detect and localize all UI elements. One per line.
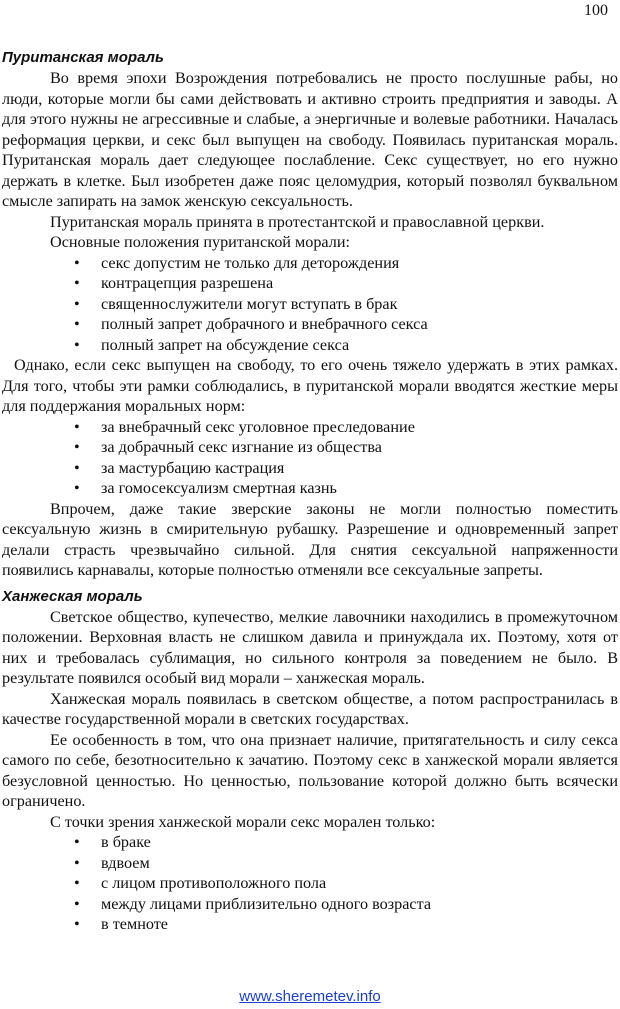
list-item-text: полный запрет добрачного и внебрачного секса	[101, 315, 428, 333]
list-item-text: за гомосексуализм смертная казнь	[101, 479, 337, 497]
list-item	[2, 853, 618, 874]
bullet-list-hypocritical-conditions	[2, 832, 618, 935]
paragraph: Основные положения пуританской морали:	[50, 233, 350, 251]
bullet-list-puritan-measures	[2, 417, 618, 499]
list-item-text: между лицами приблизительно одного возраста	[101, 894, 432, 913]
section-heading-hypocritical: Ханжеская мораль	[2, 587, 143, 605]
paragraph: С точки зрения ханжеской морали секс морален только:	[50, 812, 436, 831]
bullet-icon: •	[74, 894, 80, 913]
list-item	[2, 832, 618, 853]
bullet-icon: •	[74, 853, 80, 872]
bullet-icon: •	[74, 915, 80, 933]
bullet-icon: •	[74, 833, 80, 851]
list-item-text: в темноте	[101, 915, 168, 933]
footer	[0, 988, 620, 1005]
list-item	[2, 894, 618, 915]
page-number: 100	[584, 2, 608, 19]
list-item-text: вдвоем	[101, 853, 150, 872]
bullet-icon: •	[74, 458, 80, 477]
paragraph: Ее особенность в том, что она признает наличие, притягательность и силу секса самого по себе, безотносительно к зачатию. Поэтому секс в ханжеской морали является безусловной ценностью. Но ценностью, пользование которой должно быть всячески ограничено.	[2, 730, 618, 810]
list-item-text: контрацепция разрешена	[101, 274, 274, 292]
list-item	[2, 458, 618, 479]
website-link[interactable]: www.sheremetev.info	[239, 988, 381, 1005]
list-item-text: полный запрет на обсуждение секса	[101, 335, 350, 354]
list-item	[2, 253, 618, 274]
page-content	[2, 48, 618, 935]
list-item	[2, 314, 618, 335]
list-item-text: священнослужители могут вступать в брак	[101, 294, 398, 313]
bullet-icon: •	[74, 294, 80, 313]
section-heading-puritan: Пуританская мораль	[2, 49, 164, 66]
paragraph: Впрочем, даже такие зверские законы не могли полностью поместить сексуальную жизнь в смирительную рубашку. Разрешение и одновременный запрет делали страсть чрезвычайно сильной. Для снятия сексуальной напряженности появились карнавалы, которые полностью отменяли все сексуальные запреты.	[2, 499, 618, 579]
bullet-icon: •	[74, 315, 80, 333]
list-item-text: с лицом противоположного пола	[101, 874, 327, 892]
list-item-text: за мастурбацию кастрация	[101, 458, 285, 477]
bullet-icon: •	[74, 438, 80, 456]
list-item	[2, 294, 618, 315]
paragraph: Пуританская мораль принята в протестантской и православной церкви.	[50, 212, 545, 231]
list-item-text: в браке	[101, 833, 151, 851]
list-item	[2, 437, 618, 458]
list-item	[2, 273, 618, 294]
bullet-list-puritan-principles	[2, 253, 618, 356]
bullet-icon: •	[74, 253, 80, 272]
bullet-icon: •	[74, 335, 80, 354]
list-item-text: за внебрачный секс уголовное преследование	[101, 417, 415, 436]
list-item	[2, 873, 618, 894]
list-item	[2, 417, 618, 438]
paragraph: Однако, если секс выпущен на свободу, то его очень тяжело удержать в этих рамках. Для того, чтобы эти рамки соблюдались, в пуританской морали вводятся жесткие меры для поддержания моральных норм:	[2, 356, 618, 415]
bullet-icon: •	[74, 274, 80, 292]
bullet-icon: •	[74, 479, 80, 497]
list-item-text: за добрачный секс изгнание из общества	[101, 438, 382, 456]
bullet-icon: •	[74, 417, 80, 436]
list-item-text: секс допустим не только для деторождения	[101, 253, 400, 272]
paragraph: Ханжеская мораль появилась в светском обществе, а потом распространилась в качестве государственной морали в светских государствах.	[2, 689, 618, 728]
list-item	[2, 914, 618, 935]
bullet-icon: •	[74, 874, 80, 892]
list-item	[2, 478, 618, 499]
paragraph: Во время эпохи Возрождения потребовались не просто послушные рабы, но люди, которые могли бы сами действовать и активно строить предприятия и заводы. А для этого нужны не агрессивные и слабые, а энергичные и волевые работники. Началась реформация церкви, и секс был выпущен на свободу. Появилась пуританская мораль. Пуританская мораль дает следующее послабление. Секс существует, но его нужно держать в клетке. Был изобретен даже пояс целомудрия, который позволял буквальном смысле запирать на замок женскую сексуальность.	[2, 69, 618, 210]
paragraph: Светское общество, купечество, мелкие лавочники находились в промежуточном положении. Верховная власть не слишком давила и принуждала их. Поэтому, хотя от них и требовалась сублимация, но сильного контроля за поведением не было. В результате появился особый вид морали – ханжеская мораль.	[2, 607, 618, 687]
list-item	[2, 335, 618, 356]
